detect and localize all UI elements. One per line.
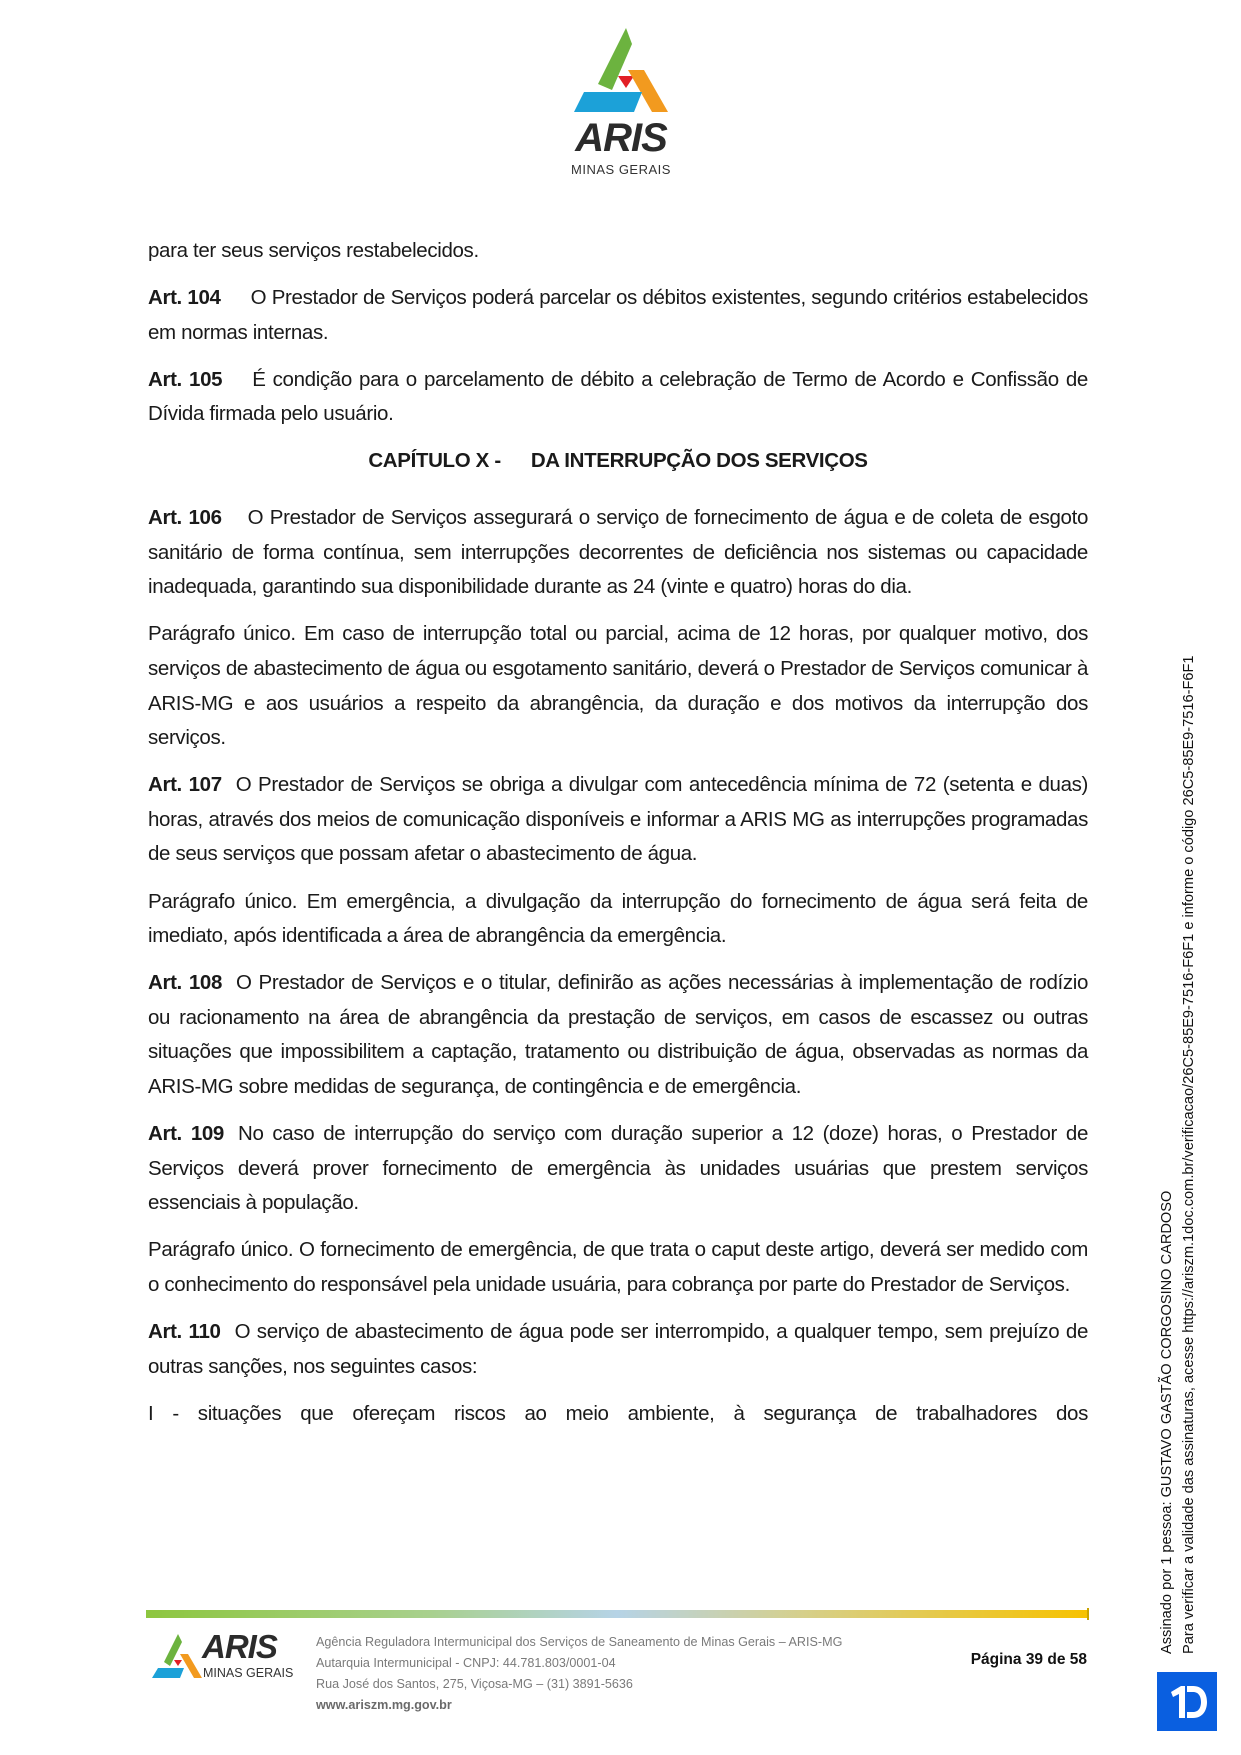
article-109-paragraph: Parágrafo único. O fornecimento de emergência, de que trata o caput deste artigo, deverá ser medido com o conhecimento do responsável pela unidade usuária, para cobrança por parte do Prestador de Serviços.	[148, 1238, 1088, 1296]
document-body	[148, 234, 1088, 1444]
article-107	[148, 768, 1088, 872]
1doc-badge-icon	[1157, 1672, 1217, 1731]
article-104	[148, 281, 1088, 350]
footer-logo-subtitle: MINAS GERAIS	[203, 1666, 294, 1680]
logo-wordmark: ARIS	[575, 116, 667, 160]
article-109	[148, 1117, 1088, 1221]
footer-logo-wordmark: ARIS	[202, 1628, 277, 1665]
article-label: Art. 107	[148, 773, 222, 797]
article-106-paragraph: Parágrafo único. Em caso de interrupção total ou parcial, acima de 12 horas, por qualquer motivo, dos serviços de abastecimento de água ou esgotamento sanitário, deverá o Prestador de Serviços comunicar à ARIS-MG e aos usuários a respeito da abrangência, da duração e dos motivos da interrupção dos serviços.	[148, 622, 1088, 750]
1doc-logo-icon	[1157, 1672, 1217, 1731]
article-text: O serviço de abastecimento de água pode ser interrompido, a qualquer tempo, sem prejuízo de outras sanções, nos seguintes casos:	[148, 1320, 1088, 1378]
article-label: Art. 104	[148, 286, 221, 310]
article-text: O Prestador de Serviços se obriga a divulgar com antecedência mínima de 72 (setenta e duas) horas, através dos meios de comunicação disponíveis e informar a ARIS MG as interrupções programadas de seus serviços que possam afetar o abastecimento de água.	[148, 773, 1088, 866]
footer-agency: Agência Reguladora Intermunicipal dos Serviços de Saneamento de Minas Gerais – ARIS-MG	[316, 1635, 843, 1649]
footer-divider-end	[1087, 1608, 1089, 1620]
article-text: O Prestador de Serviços poderá parcelar os débitos existentes, segundo critérios estabelecidos em normas internas.	[148, 286, 1088, 344]
footer-cnpj: Autarquia Intermunicipal - CNPJ: 44.781.803/0001-04	[316, 1656, 616, 1670]
article-label: Art. 106	[148, 506, 222, 530]
footer-contact-info	[316, 1632, 842, 1716]
article-text: No caso de interrupção do serviço com duração superior a 12 (doze) horas, o Prestador de Serviços deverá prover fornecimento de emergência às unidades usuárias que prestem serviços essenciais à população.	[148, 1122, 1089, 1215]
article-106	[148, 501, 1088, 605]
footer-address: Rua José dos Santos, 275, Viçosa-MG – (31) 3891-5636	[316, 1677, 633, 1691]
article-108	[148, 966, 1088, 1104]
page-number: Página 39 de 58	[970, 1651, 1087, 1668]
continuation-paragraph: para ter seus serviços restabelecidos.	[148, 239, 479, 262]
article-label: Art. 109	[148, 1122, 224, 1146]
article-text: O Prestador de Serviços e o titular, definirão as ações necessárias à implementação de rodízio ou racionamento na área de abrangência da prestação de serviços, em casos de escassez ou outras situações que impossibilitem a captação, tratamento ou distribuição de água, observadas as normas da ARIS-MG sobre medidas de segurança, de contingência e de emergência.	[148, 971, 1088, 1098]
article-label: Art. 105	[148, 367, 223, 391]
aris-triangle-icon	[150, 1632, 206, 1682]
article-105	[148, 363, 1088, 432]
signature-signed-by: Assinado por 1 pessoa: GUSTAVO GASTÃO CORGOSINO CARDOSO	[1159, 1190, 1175, 1654]
footer-gradient-divider	[146, 1610, 1088, 1618]
chapter-heading	[148, 444, 1088, 479]
aris-triangle-icon	[556, 26, 686, 121]
signature-verification-link[interactable]: Para verificar a validade das assinaturas, acesse https://ariszm.1doc.com.br/verificacao/26C5-85E9-7516-F6F1 e informe o código 26C5-85E9-7516-F6F1	[1181, 655, 1197, 1654]
article-label: Art. 108	[148, 971, 222, 995]
footer-website-link[interactable]: www.ariszm.mg.gov.br	[316, 1698, 452, 1712]
article-label: Art. 110	[148, 1320, 221, 1344]
article-110	[148, 1315, 1088, 1384]
article-text: O Prestador de Serviços assegurará o serviço de fornecimento de água e de coleta de esgoto sanitário de forma contínua, sem interrupções decorrentes de deficiência nos sistemas ou capacidade inadequada, garantindo sua disponibilidade durante as 24 (vinte e quatro) horas do dia.	[148, 506, 1088, 599]
article-text: É condição para o parcelamento de débito a celebração de Termo de Acordo e Confissão de Dívida firmada pelo usuário.	[148, 367, 1088, 426]
logo-subtitle: MINAS GERAIS	[571, 162, 671, 177]
item-i: I - situações que ofereçam riscos ao meio ambiente, à segurança de trabalhadores dos	[148, 1401, 1088, 1425]
chapter-number: CAPÍTULO X -	[368, 449, 501, 473]
aris-logo-footer	[150, 1628, 300, 1688]
article-107-paragraph: Parágrafo único. Em emergência, a divulgação da interrupção do fornecimento de água será feita de imediato, após identificada a área de abrangência da emergência.	[148, 889, 1088, 948]
chapter-title: DA INTERRUPÇÃO DOS SERVIÇOS	[530, 449, 868, 473]
aris-logo-header	[556, 26, 686, 181]
